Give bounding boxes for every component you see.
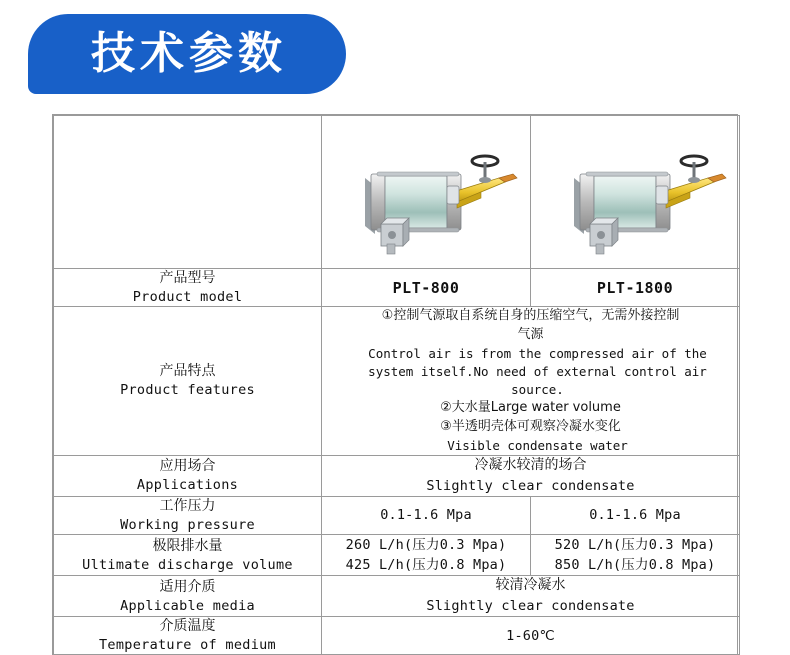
value-text: 260 L/h(压力0.3 Mpa) [345,536,507,553]
empty-label-cell [54,116,322,269]
row-label-discharge-volume [54,534,322,576]
value-discharge-volume-b [531,534,740,576]
table-row [54,576,740,617]
value-text: 0.1-1.6 Mpa [589,507,681,524]
value-working-pressure-b [531,496,740,534]
value-working-pressure-a [322,496,531,534]
value-applicable-media [322,576,740,617]
model-value: PLT-800 [392,278,460,297]
row-label-product-features [54,307,322,456]
value-cn: 较清冷凝水 [495,577,566,594]
row-label-applicable-media [54,576,322,617]
row-label-product-model [54,269,322,307]
label-cn: 产品特点 [159,363,216,380]
value-text: 0.1-1.6 Mpa [380,507,472,524]
spec-table-wrapper [52,114,738,655]
value-applications [322,455,740,496]
label-cn: 产品型号 [159,270,216,286]
label-cn: 工作压力 [159,497,216,514]
label-en: Product features [120,382,255,399]
table-row [54,496,740,534]
page-title-banner [28,14,346,94]
value-temperature [322,617,740,655]
label-en: Applications [136,477,239,494]
label-cn: 介质温度 [159,618,216,635]
page-title: 技术参数 [91,28,287,79]
feature-line: Control air is from the compressed air of the [368,345,707,361]
label-en: Applicable media [120,597,255,614]
feature-line: 气源 [517,326,544,342]
spec-table [53,115,740,655]
product-image-cell-b [531,116,740,269]
table-row [54,534,740,576]
row-label-temperature [54,617,322,655]
pneumatic-pump-icon [329,116,524,266]
label-en: Temperature of medium [99,637,276,654]
label-en: Ultimate discharge volume [82,556,293,573]
label-cn: 极限排水量 [152,537,223,554]
pneumatic-pump-icon [538,116,733,266]
feature-line: ①控制气源取自系统自身的压缩空气，无需外接控制 [381,308,680,324]
label-cn: 应用场合 [159,458,216,475]
label-en: Product model [132,288,243,305]
table-row [54,455,740,496]
label-cn: 适用介质 [159,578,216,595]
value-text: 520 L/h(压力0.3 Mpa) [554,536,716,553]
table-row [54,116,740,269]
feature-line: system itself.No need of external control air [368,363,707,379]
feature-line: ②大水量Large water volume [440,400,621,416]
value-en: Slightly clear condensate [426,477,635,494]
row-label-applications [54,455,322,496]
value-text: 1-60℃ [506,627,555,644]
product-image-cell-a [322,116,531,269]
feature-line: ③半透明壳体可观察冷凝水变化 [440,419,621,435]
table-row [54,269,740,307]
feature-line: source. [511,382,564,398]
value-cn: 冷凝水较清的场合 [474,456,587,473]
table-row [54,307,740,456]
value-product-features [322,307,740,456]
value-text: 850 L/h(压力0.8 Mpa) [554,557,716,574]
label-en: Working pressure [120,516,255,533]
table-row [54,617,740,655]
value-product-model-b [531,269,740,307]
value-text: 425 L/h(压力0.8 Mpa) [345,557,507,574]
feature-line: Visible condensate water [447,437,628,453]
product-image-b [531,116,739,268]
value-product-model-a [322,269,531,307]
row-label-working-pressure [54,496,322,534]
product-image-a [322,116,530,268]
model-value: PLT-1800 [596,278,674,297]
value-en: Slightly clear condensate [426,598,635,615]
value-discharge-volume-a [322,534,531,576]
